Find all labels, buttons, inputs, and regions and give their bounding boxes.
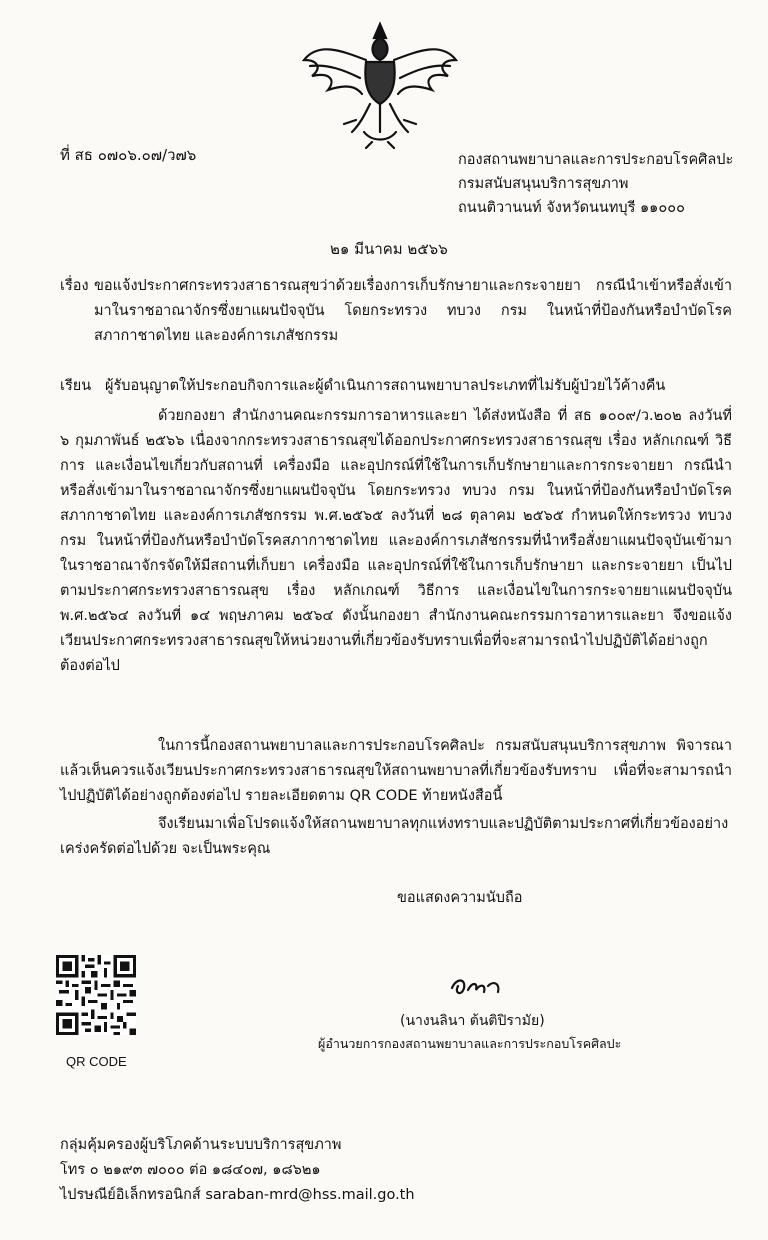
signature-icon [446, 966, 506, 1006]
footer-line: กลุ่มคุ้มครองผู้บริโภคด้านระบบบริการสุขภาพ [60, 1137, 342, 1153]
footer-line: โทร ๐ ๒๑๙๓ ๗๐๐๐ ต่อ ๑๘๔๐๗, ๑๘๖๒๑ [60, 1162, 321, 1178]
subject-label: เรื่อง [60, 278, 89, 294]
recipient-section [60, 374, 732, 399]
org-line: กองสถานพยาบาลและการประกอบโรคศิลปะ [458, 152, 734, 168]
body-text: ด้วยกองยา สำนักงานคณะกรรมการอาหารและยา ได้ส่งหนังสือ ที่ สธ ๑๐๐๙/ว.๒๐๒ ลงวันที่ ๖ กุมภาพันธ์ ๒๕๖๖ เนื่องจากกระทรวงสาธารณสุขได้ออกประกาศกระทรวงสาธารณสุข เรื่อง หลักเกณฑ์ วิธีการ และเงื่อนไขเกี่ยวกับสถานที่ เครื่องมือ และอุปกรณ์ที่ใช้ในการเก็บรักษายาและการกระจายยา กรณีนำหรือสั่งเข้ามาในราชอาณาจักรซึ่งยาแผนปัจจุบัน โดยกระทรวง ทบวง กรม ในหน้าที่ป้องกันหรือบำบัดโรค สภากาชาดไทย และองค์การเภสัชกรรม พ.ศ.๒๕๖๕ ลงวันที่ ๒๘ ตุลาคม ๒๕๖๕ กำหนดให้กระทรวง ทบวง กรม ในหน้าที่ป้องกันหรือบำบัดโรคสภากาชาดไทย และองค์การเภสัชกรรมที่นำหรือสั่งยาแผนปัจจุบันเข้ามาในราชอาณาจักรจัดให้มีสถานที่เก็บยา เครื่องมือ และอุปกรณ์ที่ใช้ในการเก็บรักษายา และกระจายยา เป็นไปตามประกาศกระทรวงสาธารณสุข เรื่อง หลักเกณฑ์ วิธีการ และเงื่อนไขในการกระจายยาแผนปัจจุบัน พ.ศ.๒๕๖๔ ลงวันที่ ๑๔ พฤษภาคม ๒๕๖๔ ดังนั้นกองยา สำนักงานคณะกรรมการอาหารและยา จึงขอแจ้งเวียนประกาศกระทรวงสาธารณสุขให้หน่วยงานที่เกี่ยวข้องรับทราบเพื่อที่จะสามารถนำไปปฏิบัติได้อย่างถูกต้องต่อไป [60, 408, 732, 674]
org-line: ถนนติวานนท์ จังหวัดนนทบุรี ๑๑๐๐๐ [458, 200, 685, 216]
signer-position: ผู้อำนวยการกองสถานพยาบาลและการประกอบโรคศิลปะ [318, 1036, 622, 1051]
subject-section [60, 274, 732, 349]
body-paragraph-2 [60, 734, 732, 809]
recipient-text: ผู้รับอนุญาตให้ประกอบกิจการและผู้ดำเนินการสถานพยาบาลประเภทที่ไม่รับผู้ป่วยไว้ค้างคืน [104, 378, 666, 394]
qr-code-label: QR CODE [66, 1054, 127, 1069]
body-text: ในการนี้กองสถานพยาบาลและการประกอบโรคศิลปะ กรมสนับสนุนบริการสุขภาพ พิจารณาแล้วเห็นควรแจ้งเวียนประกาศกระทรวงสาธารณสุขให้สถานพยาบาลที่เกี่ยวข้องรับทราบ เพื่อที่จะสามารถนำไปปฏิบัติได้อย่างถูกต้องต่อไป รายละเอียดตาม QR CODE ท้ายหนังสือนี้ [60, 738, 732, 804]
footer-line: ไปรษณีย์อิเล็กทรอนิกส์ saraban-mrd@hss.mail.go.th [60, 1187, 415, 1203]
document-reference: ที่ สธ ๐๗๐๖.๐๗/ว๗๖ [60, 146, 197, 164]
issuing-organization [458, 148, 733, 220]
qr-code-icon[interactable] [56, 955, 136, 1035]
body-paragraph-3 [60, 812, 732, 862]
body-paragraph-1 [60, 404, 732, 679]
garuda-emblem-icon [300, 20, 460, 150]
body-text: จึงเรียนมาเพื่อโปรดแจ้งให้สถานพยาบาลทุกแห่งทราบและปฏิบัติตามประกาศที่เกี่ยวข้องอย่างเคร่งครัดต่อไปด้วย จะเป็นพระคุณ [60, 816, 729, 857]
signer-name: (นางนลินา ต้นติปิรามัย) [400, 1013, 545, 1029]
org-line: กรมสนับสนุนบริการสุขภาพ [458, 176, 629, 192]
document-date: ๒๑ มีนาคม ๒๕๖๖ [330, 240, 448, 258]
recipient-label: เรียน [60, 378, 92, 394]
contact-footer [60, 1133, 415, 1208]
closing-salutation: ขอแสดงความนับถือ [397, 890, 523, 906]
subject-text: ขอแจ้งประกาศกระทรวงสาธารณสุขว่าด้วยเรื่องการเก็บรักษายาและกระจายยา กรณีนำเข้าหรือสั่งเข้ามาในราชอาณาจักรซึ่งยาแผนปัจจุบัน โดยกระทรวง ทบวง กรม ในหน้าที่ป้องกันหรือบำบัดโรค สภากาชาดไทย และองค์การเภสัชกรรม [94, 278, 732, 344]
